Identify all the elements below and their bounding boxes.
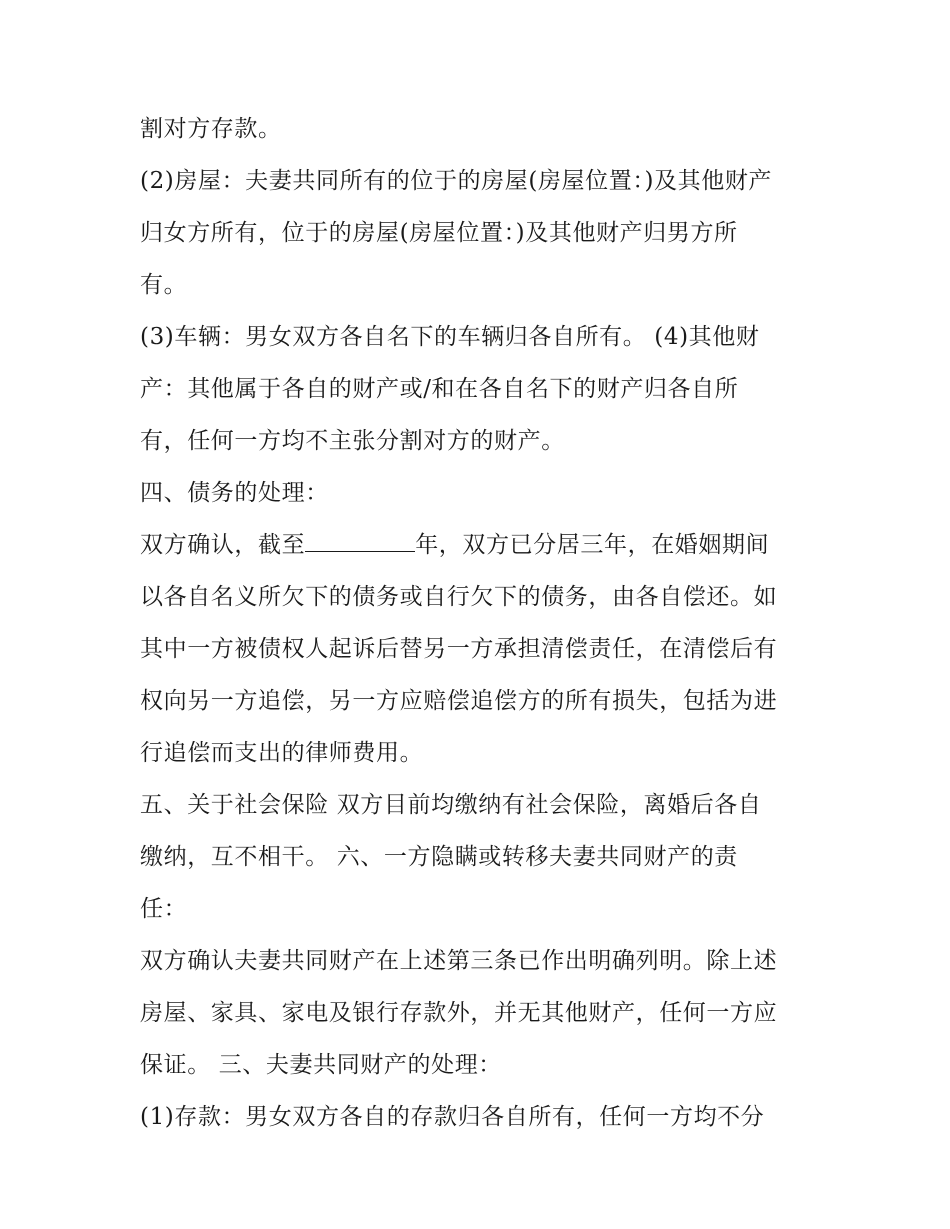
text-line-with-blank <box>140 519 830 571</box>
fill-in-blank <box>305 531 415 552</box>
text-line: 其中一方被债权人起诉后替另一方承担清偿责任，在清偿后有 <box>140 636 778 662</box>
text-line: 权向另一方追偿，另一方应赔偿追偿方的所有损失，包括为进 <box>140 688 778 714</box>
section-heading: 四、债务的处理： <box>140 480 329 506</box>
text-line: 归女方所有，位于的房屋(房屋位置：)及其他财产归男方所 <box>140 220 738 246</box>
text-line: 房屋、家具、家电及银行存款外，并无其他财产，任何一方应 <box>140 1000 778 1026</box>
text-segment: 年，双方已分居三年，在婚姻期间 <box>415 532 770 558</box>
text-line: 双方确认夫妻共同财产在上述第三条已作出明确列明。除上述 <box>140 948 778 974</box>
text-line: (2)房屋：夫妻共同所有的位于的房屋(房屋位置：)及其他财产 <box>140 168 773 194</box>
text-line: 产：其他属于各自的财产或/和在各自名下的财产归各自所 <box>140 376 739 402</box>
text-line: (3)车辆：男女双方各自名下的车辆归各自所有。 (4)其他财 <box>140 324 760 350</box>
text-line: 保证。 三、夫妻共同财产的处理： <box>140 1052 502 1078</box>
text-line: 缴纳，互不相干。 六、一方隐瞒或转移夫妻共同财产的责 <box>140 844 738 870</box>
document-body <box>140 103 830 1143</box>
text-line: 割对方存款。 <box>140 116 282 142</box>
text-line: 有，任何一方均不主张分割对方的财产。 <box>140 428 565 454</box>
text-line: 五、关于社会保险 双方目前均缴纳有社会保险，离婚后各自 <box>140 792 762 818</box>
text-line: (1)存款：男女双方各自的存款归各自所有，任何一方均不分 <box>140 1104 765 1130</box>
text-line: 行追偿而支出的律师费用。 <box>140 740 424 766</box>
text-line: 任： <box>140 896 188 922</box>
text-segment: 双方确认，截至 <box>140 532 306 558</box>
text-line: 有。 <box>140 272 188 298</box>
text-line: 以各自名义所欠下的债务或自行欠下的债务，由各自偿还。如 <box>140 584 778 610</box>
